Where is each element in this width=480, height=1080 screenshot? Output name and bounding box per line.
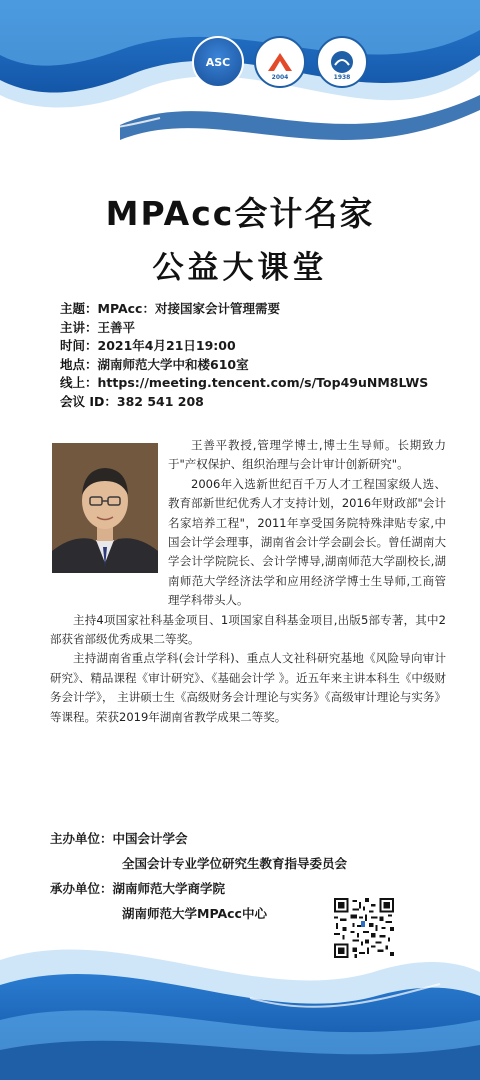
event-info: [60, 300, 460, 412]
university-emblem-icon: [329, 49, 355, 75]
cma-logo-icon: [254, 36, 306, 88]
info-row-online: 线上：https://meeting.tencent.com/s/Top49uNM8LWS: [60, 375, 429, 391]
hunan-normal-university-logo-icon: [316, 36, 368, 88]
info-row-meeting-id: 会议 ID：382 541 208: [60, 393, 204, 409]
bottom-wave-decoration: [0, 900, 480, 1080]
bio-paragraph-2-text: 2006年入选新世纪百千万人才工程国家级人选、教育部新世纪优秀人才支持计划，2016年财政部"会计名家培养工程"，2011年享受国务院特殊津贴专家,中国会计学会理事，湖南省会计学会副会长。曾任湖南大学会计学院院长、会计学博导,湖南师范大学副校长,湖南师范大学经济法学和应用经济学博士生导师,工商管理学科带头人。: [168, 476, 446, 608]
asc-logo-text: ASC: [205, 55, 231, 69]
co-organizer-row-2: 湖南师范大学MPAcc中心: [122, 906, 267, 921]
university-logo-year: 1938: [333, 74, 351, 81]
bio-paragraph-2: [50, 475, 446, 611]
speaker-bio: [50, 436, 446, 727]
host-row-2: 全国会计专业学位研究生教育指导委员会: [122, 856, 348, 871]
info-row-topic: 主题：MPAcc：对接国家会计管理需要: [60, 301, 280, 316]
logo-row: [192, 36, 368, 88]
cma-emblem-icon: [266, 51, 294, 73]
info-row-speaker: 主讲：王善平: [60, 319, 136, 335]
meeting-link[interactable]: https://meeting.tencent.com/s/Top49uNM8LWS: [97, 375, 429, 391]
bio-paragraph-4: 主持湖南省重点学科(会计学科)、重点人文社科研究基地《风险导向审计研究》、精品课程《审计研究》、《基础会计学 》。近五年来主讲本科生《中级财务会计学》， 主讲硕士生《高级财务会计理论与实务》《高级审计理论与实务》 等课程。荣获2019年湖南省教学成果二等奖。: [50, 651, 446, 724]
page-title-line-2: 公益大课堂: [152, 250, 328, 286]
top-wave-decoration: [0, 0, 480, 190]
host-row: 主办单位：中国会计学会: [50, 831, 188, 846]
info-row-time: 时间：2021年4月21日19:00: [60, 338, 236, 354]
co-organizer-row: 承办单位：湖南师范大学商学院: [50, 881, 226, 896]
asc-logo-icon: [192, 36, 244, 88]
cma-logo-year: 2004: [271, 74, 289, 81]
info-row-location: 地点：湖南师范大学中和楼610室: [60, 356, 249, 372]
page-title-line-1: MPAcc会计名家: [105, 194, 375, 233]
bio-paragraph-3: 主持4项国家社科基金项目、1项国家自科基金项目,出版5部专著，其中2部获省部级优秀成果二等奖。: [50, 612, 446, 647]
bio-paragraph-1: 王善平教授,管理学博士,博士生导师。长期致力于"产权保护、组织治理与会计审计创新研究"。: [168, 438, 446, 472]
